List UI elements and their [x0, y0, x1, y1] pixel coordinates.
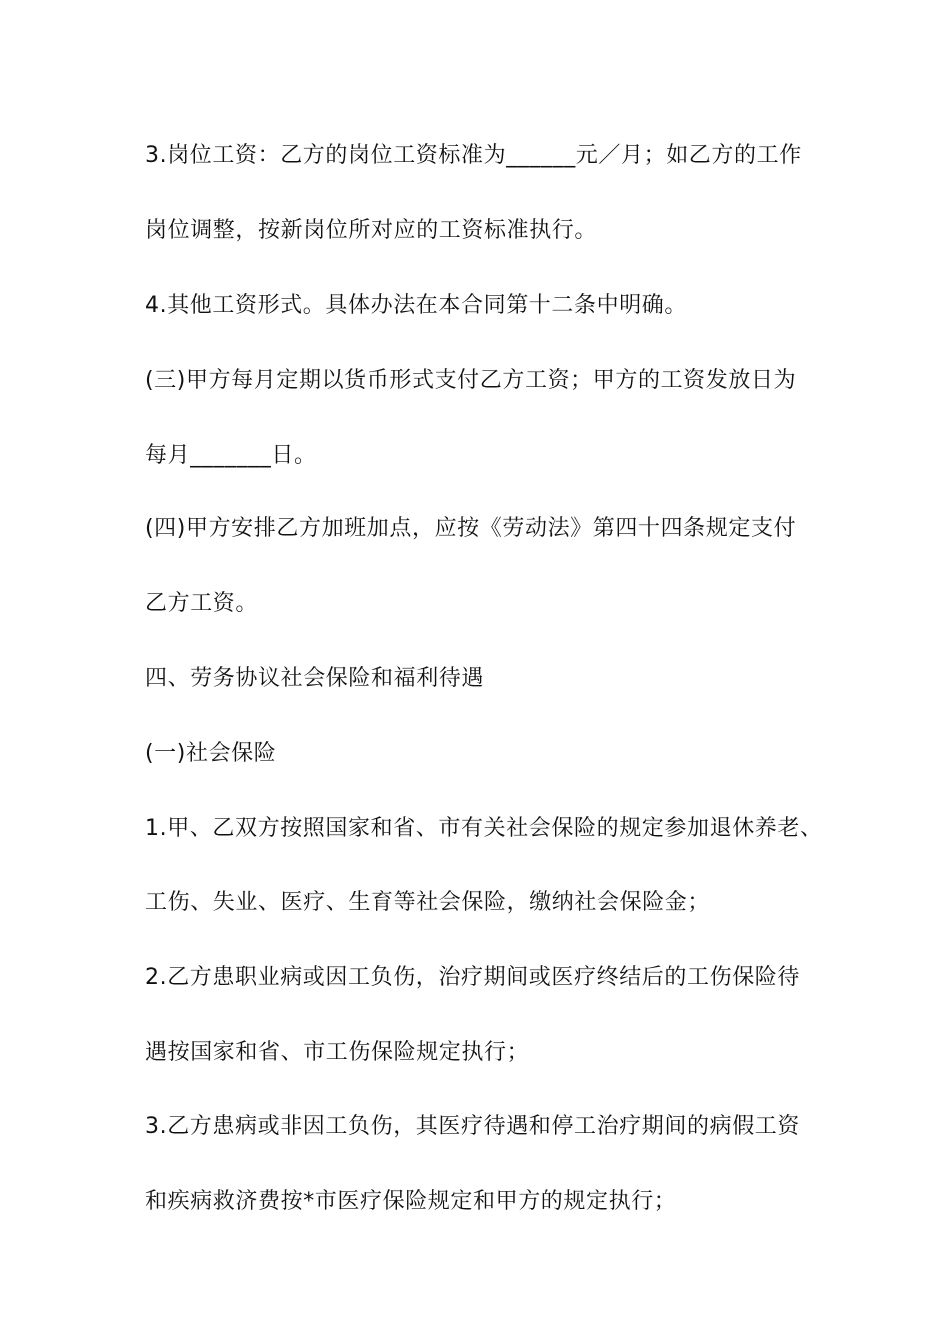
text-line: 1.甲、乙双方按照国家和省、市有关社会保险的规定参加退休养老、: [145, 816, 823, 841]
text-line: 岗位调整，按新岗位所对应的工资标准执行。: [145, 218, 598, 243]
text-line: 3.岗位工资：乙方的岗位工资标准为______元／月；如乙方的工作: [145, 143, 802, 168]
subsection-heading: (一)社会保险: [145, 741, 277, 766]
text-line: (三)甲方每月定期以货币形式支付乙方工资；甲方的工资发放日为: [145, 368, 797, 393]
text-line: 3.乙方患病或非因工负伤，其医疗待遇和停工治疗期间的病假工资: [145, 1114, 800, 1139]
section-heading: 四、劳务协议社会保险和福利待遇: [145, 666, 485, 691]
text-line: 2.乙方患职业病或因工负伤，治疗期间或医疗终结后的工伤保险待: [145, 965, 800, 990]
text-line: 乙方工资。: [145, 591, 259, 616]
text-line: 4.其他工资形式。具体办法在本合同第十二条中明确。: [145, 293, 687, 318]
text-line: 和疾病救济费按*市医疗保险规定和甲方的规定执行；: [145, 1189, 677, 1214]
text-line: 工伤、失业、医疗、生育等社会保险，缴纳社会保险金；: [145, 890, 711, 915]
text-line: 每月_______日。: [145, 443, 317, 468]
text-line: (四)甲方安排乙方加班加点，应按《劳动法》第四十四条规定支付: [145, 516, 797, 541]
text-line: 遇按国家和省、市工伤保险规定执行；: [145, 1040, 530, 1065]
